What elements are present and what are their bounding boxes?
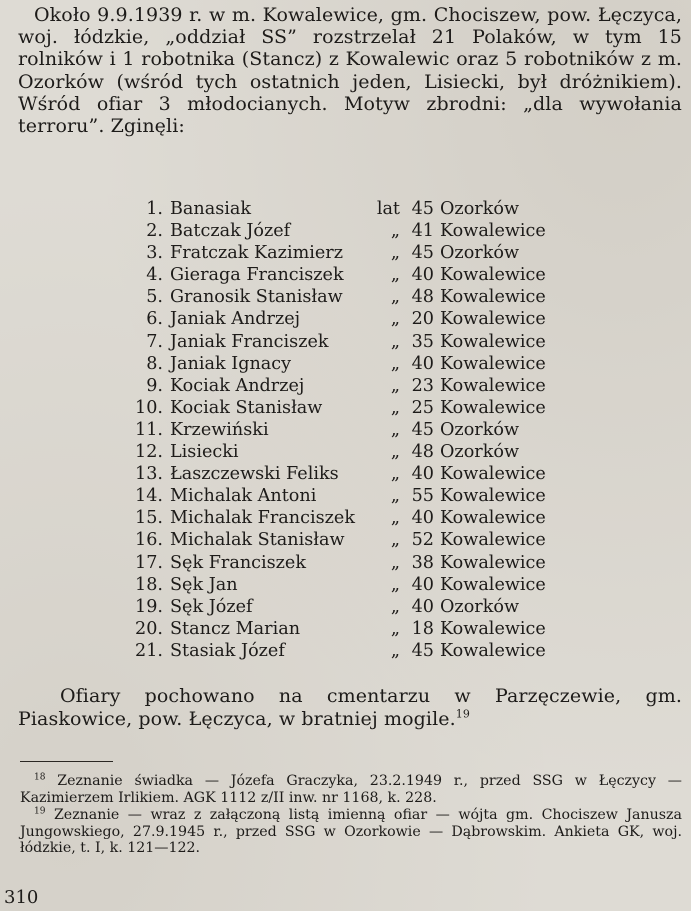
victim-age-label: „ — [390, 309, 400, 330]
victim-number: 21. — [135, 640, 163, 661]
victim-place: Kowalewice — [440, 331, 546, 352]
victim-place: Kowalewice — [440, 221, 546, 242]
victim-age-label: „ — [390, 353, 400, 374]
footnote-19-text: Zeznanie — wraz z załączoną listą imienną ofiar — wójta gm. Chociszew Janusza Jungowskiego, 27.9.1945 r., przed SSG w Ozorkowie — Dąbrowskim. Ankieta GK, woj. łódzkie, t. I, k. 121—122. — [20, 807, 682, 857]
victim-number: 9. — [146, 375, 163, 396]
victim-age-label: „ — [390, 243, 400, 264]
victim-number: 17. — [135, 552, 163, 573]
footnote-divider — [20, 761, 113, 762]
victim-place: Ozorków — [440, 199, 520, 219]
victim-number: 15. — [135, 508, 163, 529]
victim-place: Kowalewice — [440, 486, 546, 507]
victim-name: Łaszczewski Feliks — [170, 464, 339, 485]
footnote-19-marker: 19 — [34, 806, 46, 817]
victim-age: 55 — [411, 486, 434, 507]
victim-name: Sęk Józef — [170, 596, 253, 617]
list-item — [130, 264, 570, 286]
victim-number: 3. — [146, 243, 163, 264]
list-item — [130, 375, 570, 397]
victim-age-label: „ — [390, 375, 400, 396]
victim-place: Kowalewice — [440, 508, 546, 529]
list-item — [130, 308, 570, 330]
victim-place: Kowalewice — [440, 353, 546, 374]
victim-number: 11. — [135, 419, 163, 440]
victim-name: Michalak Franciszek — [170, 508, 355, 529]
list-item — [130, 640, 570, 662]
list-item — [130, 463, 570, 485]
victim-age-label: „ — [390, 331, 400, 352]
victim-age-label: „ — [390, 640, 400, 661]
victim-name: Michalak Stanisław — [170, 530, 345, 551]
victim-name: Stasiak Józef — [170, 640, 285, 661]
victim-place: Kowalewice — [440, 265, 546, 286]
victim-age-label: „ — [390, 486, 400, 507]
victim-name: Janiak Ignacy — [170, 353, 292, 374]
footnote-ref-19: 19 — [455, 707, 470, 721]
list-item — [130, 331, 570, 353]
victim-place: Ozorków — [440, 596, 520, 617]
victim-place: Kowalewice — [440, 375, 546, 396]
victim-age-label: „ — [390, 442, 400, 463]
victim-age-label: „ — [390, 618, 400, 639]
victim-name: Kociak Stanisław — [170, 397, 323, 418]
victim-age: 40 — [411, 464, 434, 485]
footnote-19 — [20, 807, 682, 857]
victim-age-label: „ — [390, 574, 400, 595]
victim-name: Fratczak Kazimierz — [170, 243, 343, 264]
victim-name: Sęk Franciszek — [170, 552, 307, 573]
burial-text: Ofiary pochowano na cmentarzu w Parzęczewie, gm. Piaskowice, pow. Łęczyca, w bratniej mogile. — [18, 685, 682, 730]
victim-age: 45 — [411, 419, 434, 440]
victim-age: 45 — [411, 640, 434, 661]
victim-name: Banasiak — [170, 199, 252, 219]
victim-place: Ozorków — [440, 419, 520, 440]
victims-list — [130, 198, 570, 662]
victim-name: Krzewiński — [170, 419, 269, 440]
list-item — [130, 441, 570, 463]
victim-age-label: „ — [390, 464, 400, 485]
victim-age: 23 — [411, 375, 434, 396]
victim-place: Kowalewice — [440, 309, 546, 330]
victim-age-label: „ — [390, 596, 400, 617]
victim-age-label: lat — [376, 199, 400, 219]
list-item — [130, 419, 570, 441]
list-item — [130, 552, 570, 574]
victim-place: Kowalewice — [440, 530, 546, 551]
victim-age: 40 — [411, 265, 434, 286]
victim-place: Kowalewice — [440, 287, 546, 308]
list-item — [130, 485, 570, 507]
victim-number: 20. — [135, 618, 163, 639]
victim-age-label: „ — [390, 552, 400, 573]
victim-age: 40 — [411, 596, 434, 617]
list-item — [130, 220, 570, 242]
footnote-18-marker: 18 — [34, 772, 46, 783]
list-item — [130, 596, 570, 618]
victim-number: 19. — [135, 596, 163, 617]
victim-age: 41 — [411, 221, 434, 242]
victim-age: 38 — [411, 552, 434, 573]
victim-number: 7. — [146, 331, 163, 352]
victim-age-label: „ — [390, 419, 400, 440]
victim-place: Kowalewice — [440, 618, 546, 639]
victim-number: 14. — [135, 486, 163, 507]
burial-paragraph — [18, 685, 682, 731]
victim-number: 1. — [146, 199, 163, 219]
list-item — [130, 574, 570, 596]
victim-name: Sęk Jan — [170, 574, 238, 595]
list-item — [130, 529, 570, 551]
list-item — [130, 198, 570, 220]
victim-age: 45 — [411, 243, 434, 264]
victim-name: Granosik Stanisław — [170, 287, 343, 308]
victim-name: Janiak Franciszek — [170, 331, 329, 352]
victim-number: 8. — [146, 353, 163, 374]
list-item — [130, 618, 570, 640]
victim-age: 40 — [411, 353, 434, 374]
victim-name: Gieraga Franciszek — [170, 265, 344, 286]
victim-number: 18. — [135, 574, 163, 595]
list-item — [130, 353, 570, 375]
victim-place: Kowalewice — [440, 574, 546, 595]
victim-age-label: „ — [390, 287, 400, 308]
victim-number: 6. — [146, 309, 163, 330]
victim-place: Ozorków — [440, 243, 520, 264]
victim-age: 18 — [411, 618, 434, 639]
list-item — [130, 507, 570, 529]
victim-name: Janiak Andrzej — [170, 309, 301, 330]
victim-age: 40 — [411, 508, 434, 529]
victim-place: Kowalewice — [440, 464, 546, 485]
victim-age: 25 — [411, 397, 434, 418]
victim-place: Kowalewice — [440, 397, 546, 418]
victim-number: 10. — [135, 397, 163, 418]
intro-paragraph: Około 9.9.1939 r. w m. Kowalewice, gm. Chociszew, pow. Łęczyca, woj. łódzkie, „oddział SS” rozstrzelał 21 Polaków, w tym 15 rolników i 1 robotnika (Stancz) z Kowalewic oraz 5 robotników z m. Ozorków (wśród tych ostatnich jeden, Lisiecki, był dróżnikiem). Wśród ofiar 3 młodocianych. Motyw zbrodni: „dla wywołania terroru”. Zginęli: — [18, 4, 682, 138]
victim-age: 52 — [411, 530, 434, 551]
list-item — [130, 397, 570, 419]
victim-age-label: „ — [390, 397, 400, 418]
victim-age: 20 — [411, 309, 434, 330]
victim-age-label: „ — [390, 265, 400, 286]
victim-age-label: „ — [390, 221, 400, 242]
victim-number: 12. — [135, 442, 163, 463]
victim-name: Michalak Antoni — [170, 486, 317, 507]
victim-number: 13. — [135, 464, 163, 485]
victim-name: Stancz Marian — [170, 618, 301, 639]
victim-age: 48 — [411, 442, 434, 463]
footnote-18-text: Zeznanie świadka — Józefa Graczyka, 23.2.1949 r., przed SSG w Łęczycy — Kazimierzem Irlikiem. AGK 1112 z/II inw. nr 1168, k. 228. — [20, 773, 682, 806]
victim-name: Lisiecki — [170, 442, 239, 463]
victim-name: Batczak Józef — [170, 221, 291, 242]
victim-age: 48 — [411, 287, 434, 308]
victim-age: 35 — [411, 331, 434, 352]
victim-age: 40 — [411, 574, 434, 595]
victim-age: 45 — [411, 199, 434, 219]
victim-number: 16. — [135, 530, 163, 551]
victim-place: Kowalewice — [440, 640, 546, 661]
victim-place: Kowalewice — [440, 552, 546, 573]
victim-age-label: „ — [390, 508, 400, 529]
victim-age-label: „ — [390, 530, 400, 551]
victim-name: Kociak Andrzej — [170, 375, 305, 396]
list-item — [130, 242, 570, 264]
page-number: 310 — [4, 887, 39, 908]
victim-place: Ozorków — [440, 442, 520, 463]
list-item — [130, 286, 570, 308]
victim-number: 2. — [146, 221, 163, 242]
victim-number: 4. — [146, 265, 163, 286]
victim-number: 5. — [146, 287, 163, 308]
footnote-18 — [20, 773, 682, 806]
